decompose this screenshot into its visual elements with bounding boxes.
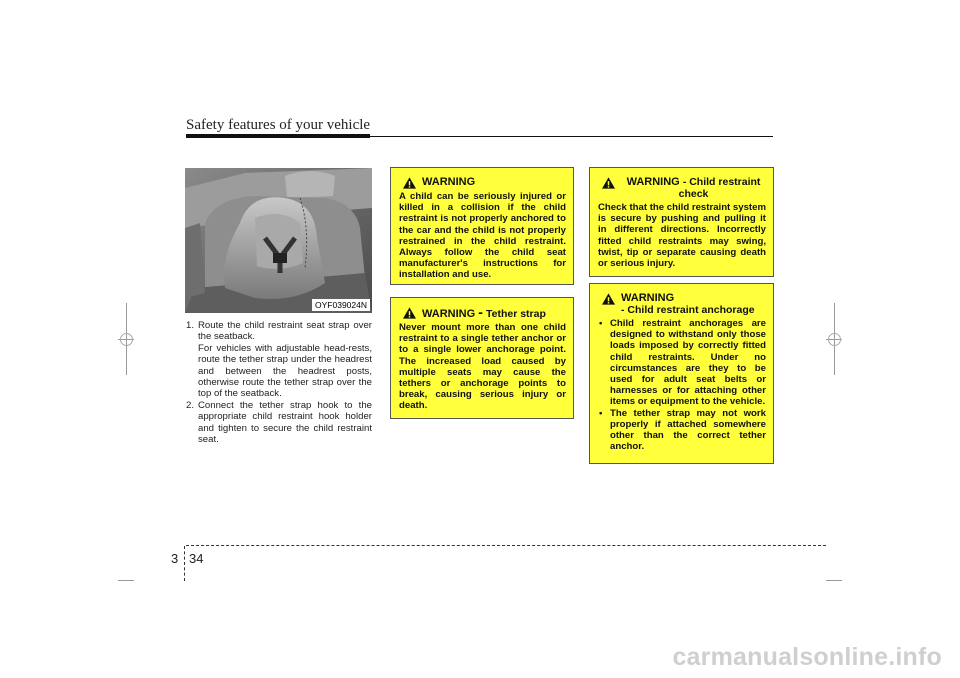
warning-body: Check that the child restraint system is secure by pushing and pulling it in different directions. Incorrectly fitted child restraints may swing, twist, tip or separate causing death or serious injury.: [598, 202, 766, 270]
warning-subtitle: - Child restraint anchorage: [621, 304, 755, 316]
warning-header: [399, 176, 566, 189]
warning-title-text: WARNING: [626, 176, 680, 188]
warning-title: [621, 292, 755, 316]
registration-circle: [120, 333, 133, 346]
step-number: 2.: [186, 399, 195, 411]
warning-subtitle: Tether strap: [485, 308, 546, 320]
header-rule: [186, 134, 370, 138]
warning-list-item: • The tether strap may not work properly if attached somewhere other than the correct tether anchor.: [598, 408, 766, 453]
warning-triangle-icon: [403, 307, 416, 319]
page-header-title: Safety features of your vehicle: [186, 117, 371, 133]
instruction-step: [186, 320, 372, 400]
section-number: 3: [171, 551, 179, 566]
crop-mark: [826, 580, 842, 581]
warning-box-restraint-anchorage: [589, 283, 774, 464]
crop-mark: [118, 580, 134, 581]
warning-title: [621, 176, 766, 200]
warning-triangle-icon: [403, 177, 416, 189]
warning-box-restraint-check: [589, 167, 774, 277]
header-rule: [370, 136, 773, 137]
step-text: Route the child restraint seat strap over the seatback.: [198, 320, 372, 343]
instruction-step: [186, 400, 372, 446]
warning-list: [598, 318, 766, 452]
child-seat-photo: [185, 168, 372, 313]
warning-body: A child can be seriously injured or killed in a collision if the child restraint is not properly anchored to the car and the child is not properly restrained in the child restraint. Always follow the child seat manufacturer's instructions for installation and use.: [399, 191, 566, 281]
step-note: For vehicles with adjustable head-rests, route the tether strap under the headrest and between the headrest posts, otherwise route the tether strap over the top of the seatback.: [198, 342, 372, 400]
warning-box-general: [390, 167, 574, 285]
warning-box-tether-strap: [390, 297, 574, 419]
figure-code: OYF039024N: [312, 299, 370, 311]
footer-divider: [184, 546, 185, 581]
step-number: 1.: [186, 320, 195, 331]
warning-triangle-icon: [602, 293, 615, 305]
warning-list-item: • Child restraint anchorages are designed to withstand only those loads imposed by correctly fitted child restraints. Under no circumstances are they to be used for adult seat belts or harnesses or for attaching other items or equipment to the vehicle.: [598, 318, 766, 408]
warning-triangle-icon: [602, 177, 615, 189]
warning-title-text: WARNING: [621, 292, 675, 304]
warning-header: [598, 292, 766, 316]
installation-instructions: [186, 320, 372, 445]
warning-subtitle: - Child restraint check: [678, 176, 761, 200]
child-seat-illustration: [185, 168, 372, 313]
warning-title: WARNING: [422, 176, 476, 188]
warning-body: Never mount more than one child restraint to a single tether anchor or to a single lower anchorage point. The increased load caused by multiple seats may cause the tethers or anchorage points to break, causing serious injury or death.: [399, 322, 566, 412]
warning-title: [422, 306, 546, 320]
step-text: Connect the tether strap hook to the appropriate child restraint hook holder and tighten to secure the child restraint seat.: [198, 399, 372, 446]
page-number: 34: [189, 551, 204, 566]
registration-circle: [828, 333, 841, 346]
footer-rule: [186, 545, 826, 546]
warning-header: [399, 306, 566, 320]
watermark: carmanualsonline.info: [672, 643, 942, 671]
warning-header: [598, 176, 766, 200]
warning-title-text: WARNING: [422, 308, 476, 320]
warning-title-dash: -: [478, 304, 483, 320]
